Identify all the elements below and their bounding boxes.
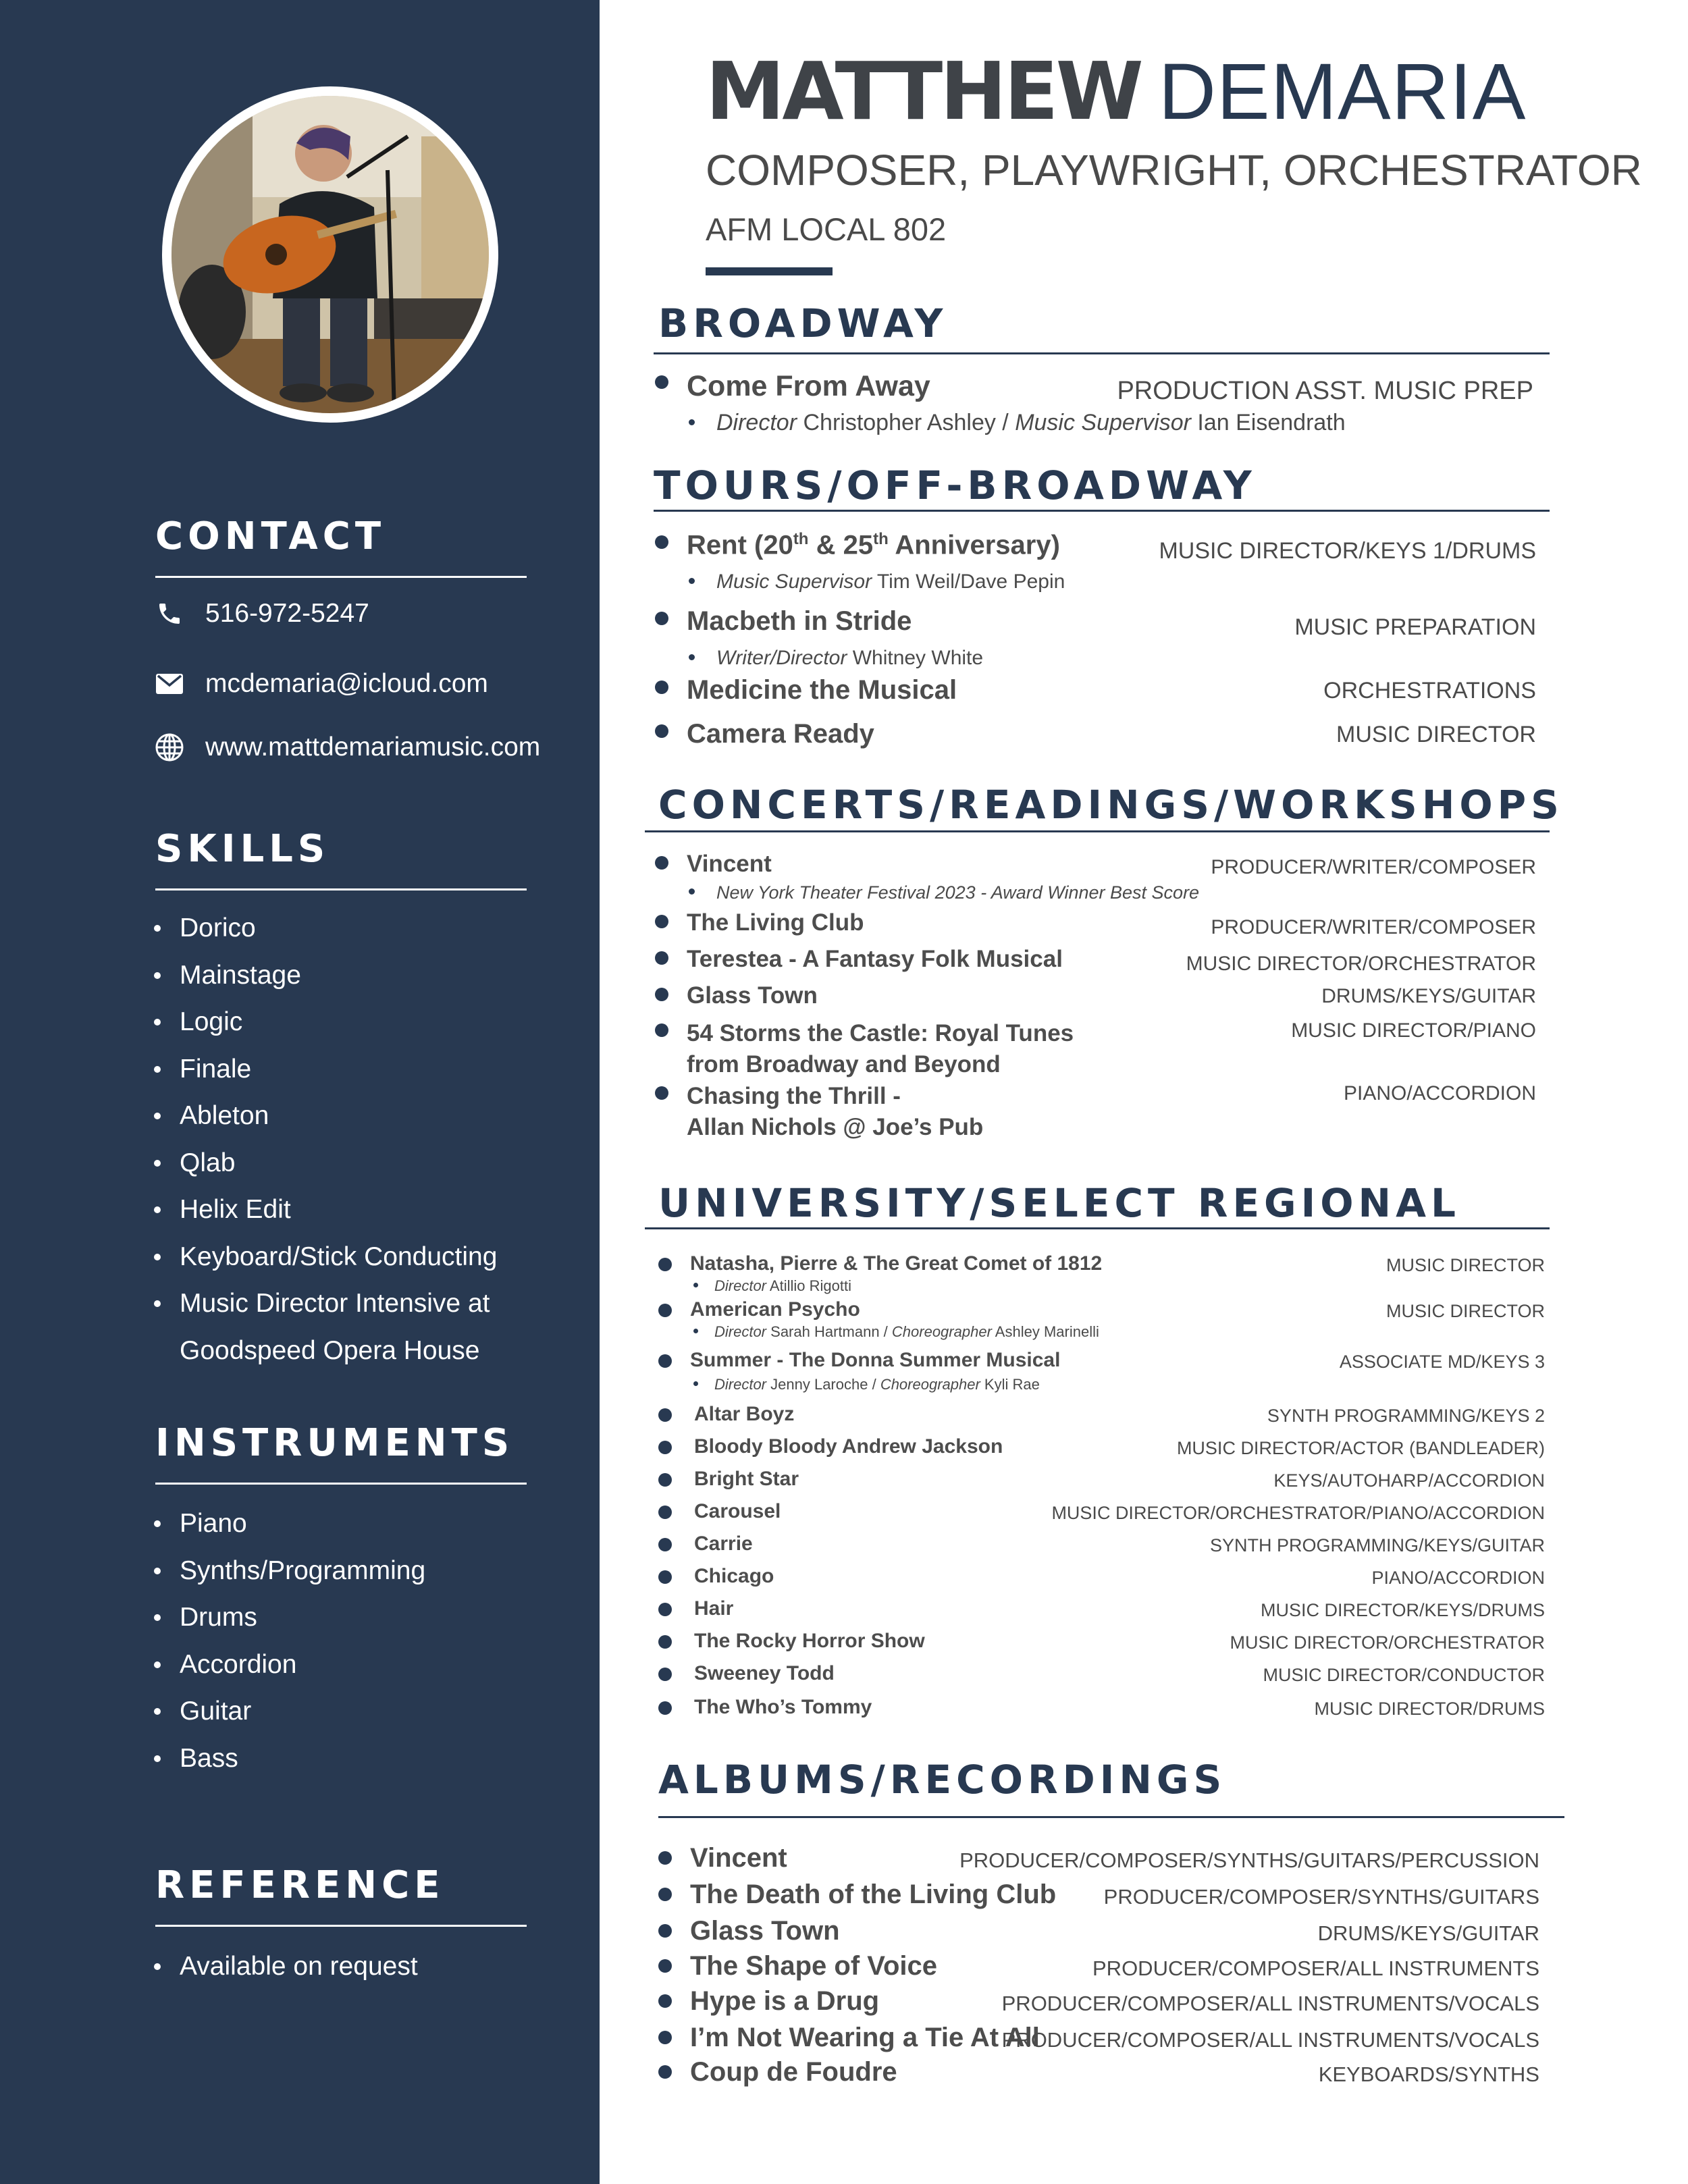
album-title: The Death of the Living Club bbox=[690, 1880, 1057, 1909]
show-role: MUSIC DIRECTOR/CONDUCTOR bbox=[1263, 1665, 1545, 1685]
contact-email-text: mcdemaria@icloud.com bbox=[205, 669, 488, 698]
bullet bbox=[655, 1023, 668, 1037]
credit-role: Music Supervisor bbox=[1015, 410, 1191, 435]
instrument-item: Synths/Programming bbox=[154, 1547, 425, 1595]
bullet bbox=[655, 915, 668, 928]
album-role: KEYBOARDS/SYNTHS bbox=[1318, 2062, 1539, 2086]
skill-item: Finale bbox=[154, 1046, 497, 1093]
skill-item: Mainstage bbox=[154, 952, 497, 999]
sidebar bbox=[0, 0, 600, 2184]
contact-email[interactable] bbox=[154, 668, 488, 699]
skill-item: Qlab bbox=[154, 1140, 497, 1187]
contact-website[interactable] bbox=[154, 732, 540, 763]
tour-item bbox=[655, 719, 1536, 756]
bullet bbox=[658, 1603, 672, 1616]
broadway-item bbox=[655, 370, 1536, 410]
skill-item: Dorico bbox=[154, 905, 497, 952]
contact-phone-text: 516-972-5247 bbox=[205, 599, 369, 628]
show-title: Camera Ready bbox=[687, 719, 874, 749]
bullet bbox=[658, 1570, 672, 1584]
bullet bbox=[658, 1258, 672, 1271]
sub-bullet bbox=[689, 578, 695, 584]
show-role: PRODUCER/WRITER/COMPOSER bbox=[1211, 916, 1536, 938]
credit-role: Music Supervisor bbox=[716, 570, 872, 593]
bullet bbox=[655, 1086, 668, 1100]
profile-photo bbox=[162, 86, 498, 423]
album-role: PRODUCER/COMPOSER/SYNTHS/GUITARS/PERCUSSION bbox=[959, 1848, 1539, 1872]
skill-item-continued: Goodspeed Opera House bbox=[180, 1335, 480, 1365]
show-role: PRODUCER/WRITER/COMPOSER bbox=[1211, 856, 1536, 878]
sub-bullet bbox=[693, 1283, 698, 1287]
tour-credits bbox=[689, 647, 983, 670]
university-heading: UNIVERSITY/SELECT REGIONAL bbox=[658, 1180, 1460, 1226]
show-title: Chasing the Thrill - Allan Nichols @ Joe’s Pub bbox=[687, 1083, 984, 1140]
album-title: Glass Town bbox=[690, 1916, 840, 1946]
show-title: Come From Away bbox=[687, 370, 930, 402]
instrument-item: Piano bbox=[154, 1500, 425, 1547]
sub-bullet bbox=[693, 1329, 698, 1333]
instruments-list bbox=[154, 1500, 425, 1782]
album-role: PRODUCER/COMPOSER/ALL INSTRUMENTS/VOCALS bbox=[1001, 1992, 1539, 2015]
bullet bbox=[658, 1304, 672, 1317]
professional-title: COMPOSER, PLAYWRIGHT, ORCHESTRATOR bbox=[706, 146, 1642, 194]
skills-heading: SKILLS bbox=[155, 827, 527, 890]
credit-names: Jenny Laroche / bbox=[770, 1376, 876, 1393]
first-name: MATTHEW bbox=[706, 45, 1141, 138]
tour-item bbox=[655, 606, 1536, 643]
credit-names: Whitney White bbox=[852, 647, 984, 669]
credit-role: Director bbox=[714, 1376, 767, 1393]
show-title: 54 Storms the Castle: Royal Tunes from Broadway and Beyond bbox=[687, 1020, 1074, 1077]
show-role: KEYS/AUTOHARP/ACCORDION bbox=[1273, 1470, 1545, 1491]
show-role: MUSIC DIRECTOR/ORCHESTRATOR bbox=[1186, 953, 1536, 975]
show-role: DRUMS/KEYS/GUITAR bbox=[1321, 985, 1536, 1007]
accent-divider bbox=[706, 267, 833, 275]
skill-item: Music Director Intensive at bbox=[154, 1280, 497, 1327]
show-role: SYNTH PROGRAMMING/KEYS/GUITAR bbox=[1209, 1535, 1545, 1555]
university-credits bbox=[693, 1323, 1099, 1341]
show-title: American Psycho bbox=[690, 1298, 860, 1321]
show-title: Altar Boyz bbox=[694, 1403, 795, 1425]
show-title: Rent (20th & 25th Anniversary) bbox=[687, 530, 1060, 560]
sub-bullet bbox=[689, 654, 695, 660]
show-title: Hair bbox=[694, 1597, 734, 1620]
show-role: ASSOCIATE MD/KEYS 3 bbox=[1339, 1352, 1545, 1372]
bullet bbox=[658, 1701, 672, 1715]
bullet bbox=[655, 856, 668, 870]
concert-note bbox=[689, 882, 1199, 903]
bullet bbox=[655, 951, 668, 965]
show-title: Summer - The Donna Summer Musical bbox=[690, 1349, 1061, 1371]
credit-role: Director bbox=[716, 410, 797, 435]
show-role: MUSIC DIRECTOR/ACTOR (BANDLEADER) bbox=[1176, 1438, 1545, 1458]
show-role: MUSIC DIRECTOR bbox=[1336, 722, 1536, 747]
albums-rule bbox=[658, 1816, 1564, 1818]
credit-role: Writer/Director bbox=[716, 647, 847, 669]
album-title: Coup de Foudre bbox=[690, 2057, 897, 2087]
instrument-item: Guitar bbox=[154, 1688, 425, 1735]
show-role: MUSIC DIRECTOR bbox=[1386, 1255, 1545, 1275]
album-role: PRODUCER/COMPOSER/ALL INSTRUMENTS/VOCALS bbox=[1001, 2028, 1539, 2052]
album-title: Hype is a Drug bbox=[690, 1986, 880, 2016]
show-role: MUSIC DIRECTOR/KEYS/DRUMS bbox=[1260, 1600, 1545, 1620]
bullet bbox=[655, 988, 668, 1001]
show-title: Bright Star bbox=[694, 1468, 799, 1490]
bullet bbox=[658, 1888, 672, 1901]
broadway-heading: BROADWAY bbox=[658, 300, 948, 346]
broadway-rule bbox=[654, 352, 1550, 354]
bullet bbox=[658, 1473, 672, 1487]
album-role: DRUMS/KEYS/GUITAR bbox=[1317, 1921, 1539, 1945]
sub-bullet bbox=[689, 888, 695, 895]
phone-icon bbox=[154, 598, 185, 629]
profile-photo-image bbox=[172, 96, 489, 413]
show-title: Terestea - A Fantasy Folk Musical bbox=[687, 946, 1063, 972]
bullet bbox=[655, 681, 668, 694]
reference-item: Available on request bbox=[154, 1943, 418, 1990]
show-title: Carrie bbox=[694, 1533, 753, 1555]
concerts-rule bbox=[645, 830, 1550, 832]
show-title: The Who’s Tommy bbox=[694, 1696, 872, 1718]
album-title: Vincent bbox=[690, 1843, 787, 1873]
credit-names: Kyli Rae bbox=[984, 1376, 1040, 1393]
skills-list bbox=[154, 905, 497, 1374]
album-role: PRODUCER/COMPOSER/SYNTHS/GUITARS bbox=[1103, 1885, 1539, 1909]
bullet bbox=[658, 1994, 672, 2008]
bullet bbox=[655, 375, 668, 389]
reference-heading: REFERENCE bbox=[155, 1863, 527, 1927]
sub-bullet bbox=[693, 1381, 698, 1386]
person-name bbox=[706, 47, 1526, 136]
credit-names: Ian Eisendrath bbox=[1197, 410, 1346, 435]
reference-list bbox=[154, 1943, 418, 1990]
album-title: I’m Not Wearing a Tie At All bbox=[690, 2023, 1040, 2052]
album-title: The Shape of Voice bbox=[690, 1951, 937, 1981]
credit-role: Director bbox=[714, 1277, 767, 1294]
tour-item bbox=[655, 530, 1536, 567]
university-rule bbox=[645, 1227, 1550, 1229]
university-credits bbox=[693, 1376, 1040, 1393]
show-title: The Rocky Horror Show bbox=[694, 1630, 925, 1652]
union-affiliation: AFM LOCAL 802 bbox=[706, 211, 947, 247]
university-credits bbox=[693, 1277, 851, 1295]
tour-item bbox=[655, 675, 1536, 712]
instrument-item: Drums bbox=[154, 1594, 425, 1641]
concert-item bbox=[655, 1081, 1536, 1145]
show-role: MUSIC DIRECTOR bbox=[1386, 1301, 1545, 1321]
last-name: DEMARIA bbox=[1158, 47, 1527, 136]
show-title: The Living Club bbox=[687, 909, 864, 936]
contact-phone[interactable] bbox=[154, 598, 369, 629]
instrument-item: Accordion bbox=[154, 1641, 425, 1688]
show-role: SYNTH PROGRAMMING/KEYS 2 bbox=[1267, 1406, 1545, 1426]
contact-heading: CONTACT bbox=[155, 514, 527, 578]
credit-role: Choreographer bbox=[880, 1376, 980, 1393]
bullet bbox=[658, 1354, 672, 1368]
show-role: MUSIC DIRECTOR/ORCHESTRATOR bbox=[1230, 1632, 1545, 1653]
show-title: Macbeth in Stride bbox=[687, 606, 912, 636]
credit-names: Christopher Ashley / bbox=[803, 410, 1009, 435]
album-role: PRODUCER/COMPOSER/ALL INSTRUMENTS bbox=[1092, 1956, 1539, 1980]
bullet bbox=[658, 1538, 672, 1551]
bullet bbox=[658, 1959, 672, 1973]
credit-names: Ashley Marinelli bbox=[995, 1323, 1099, 1340]
award-note: New York Theater Festival 2023 - Award Winner Best Score bbox=[716, 882, 1200, 903]
show-role: MUSIC DIRECTOR/DRUMS bbox=[1314, 1699, 1545, 1719]
bullet bbox=[658, 1635, 672, 1649]
skill-item: Keyboard/Stick Conducting bbox=[154, 1233, 497, 1281]
bullet bbox=[658, 1668, 672, 1681]
bullet bbox=[658, 1924, 672, 1938]
skill-item: Logic bbox=[154, 998, 497, 1046]
show-title: Medicine the Musical bbox=[687, 675, 957, 705]
bullet bbox=[658, 2031, 672, 2044]
instruments-heading: INSTRUMENTS bbox=[155, 1421, 527, 1485]
tour-credits bbox=[689, 570, 1065, 593]
albums-heading: ALBUMS/RECORDINGS bbox=[658, 1757, 1227, 1803]
bullet bbox=[658, 1441, 672, 1454]
bullet bbox=[655, 535, 668, 549]
tours-rule bbox=[654, 510, 1550, 512]
broadway-credits bbox=[689, 410, 1346, 436]
bullet bbox=[658, 1506, 672, 1519]
bullet bbox=[658, 1851, 672, 1865]
credit-names: Atillio Rigotti bbox=[769, 1277, 851, 1294]
bullet bbox=[658, 2065, 672, 2079]
contact-website-text: www.mattdemariamusic.com bbox=[205, 733, 541, 762]
globe-icon bbox=[154, 732, 185, 763]
credit-names: Tim Weil/Dave Pepin bbox=[876, 570, 1065, 593]
skill-item: Helix Edit bbox=[154, 1186, 497, 1233]
show-title: Chicago bbox=[694, 1565, 774, 1587]
credit-role: Choreographer bbox=[891, 1323, 992, 1340]
bullet bbox=[655, 724, 668, 738]
bullet bbox=[658, 1408, 672, 1422]
instrument-item: Bass bbox=[154, 1735, 425, 1782]
credit-role: Director bbox=[714, 1323, 767, 1340]
concerts-heading: CONCERTS/READINGS/WORKSHOPS bbox=[658, 782, 1564, 828]
skill-item: Ableton bbox=[154, 1092, 497, 1140]
show-title: Natasha, Pierre & The Great Comet of 1812 bbox=[690, 1252, 1103, 1275]
show-role: MUSIC PREPARATION bbox=[1294, 614, 1536, 640]
tours-heading: TOURS/OFF-BROADWAY bbox=[654, 462, 1257, 508]
show-title: Carousel bbox=[694, 1500, 781, 1522]
show-title: Vincent bbox=[687, 851, 772, 877]
show-role: ORCHESTRATIONS bbox=[1323, 678, 1536, 703]
show-role: PIANO/ACCORDION bbox=[1371, 1568, 1545, 1588]
concert-item bbox=[655, 1018, 1536, 1082]
show-role: PRODUCTION ASST. MUSIC PREP bbox=[1117, 377, 1533, 405]
sub-bullet bbox=[689, 419, 695, 425]
show-role: PIANO/ACCORDION bbox=[1343, 1082, 1536, 1104]
show-role: MUSIC DIRECTOR/PIANO bbox=[1291, 1019, 1536, 1042]
show-title: Bloody Bloody Andrew Jackson bbox=[694, 1435, 1003, 1458]
envelope-icon bbox=[154, 668, 185, 699]
show-role: MUSIC DIRECTOR/KEYS 1/DRUMS bbox=[1159, 538, 1536, 564]
show-title: Glass Town bbox=[687, 982, 818, 1009]
bullet bbox=[655, 612, 668, 625]
credit-names: Sarah Hartmann / bbox=[770, 1323, 888, 1340]
show-title: Sweeney Todd bbox=[694, 1662, 835, 1684]
show-role: MUSIC DIRECTOR/ORCHESTRATOR/PIANO/ACCORDION bbox=[1051, 1503, 1545, 1523]
